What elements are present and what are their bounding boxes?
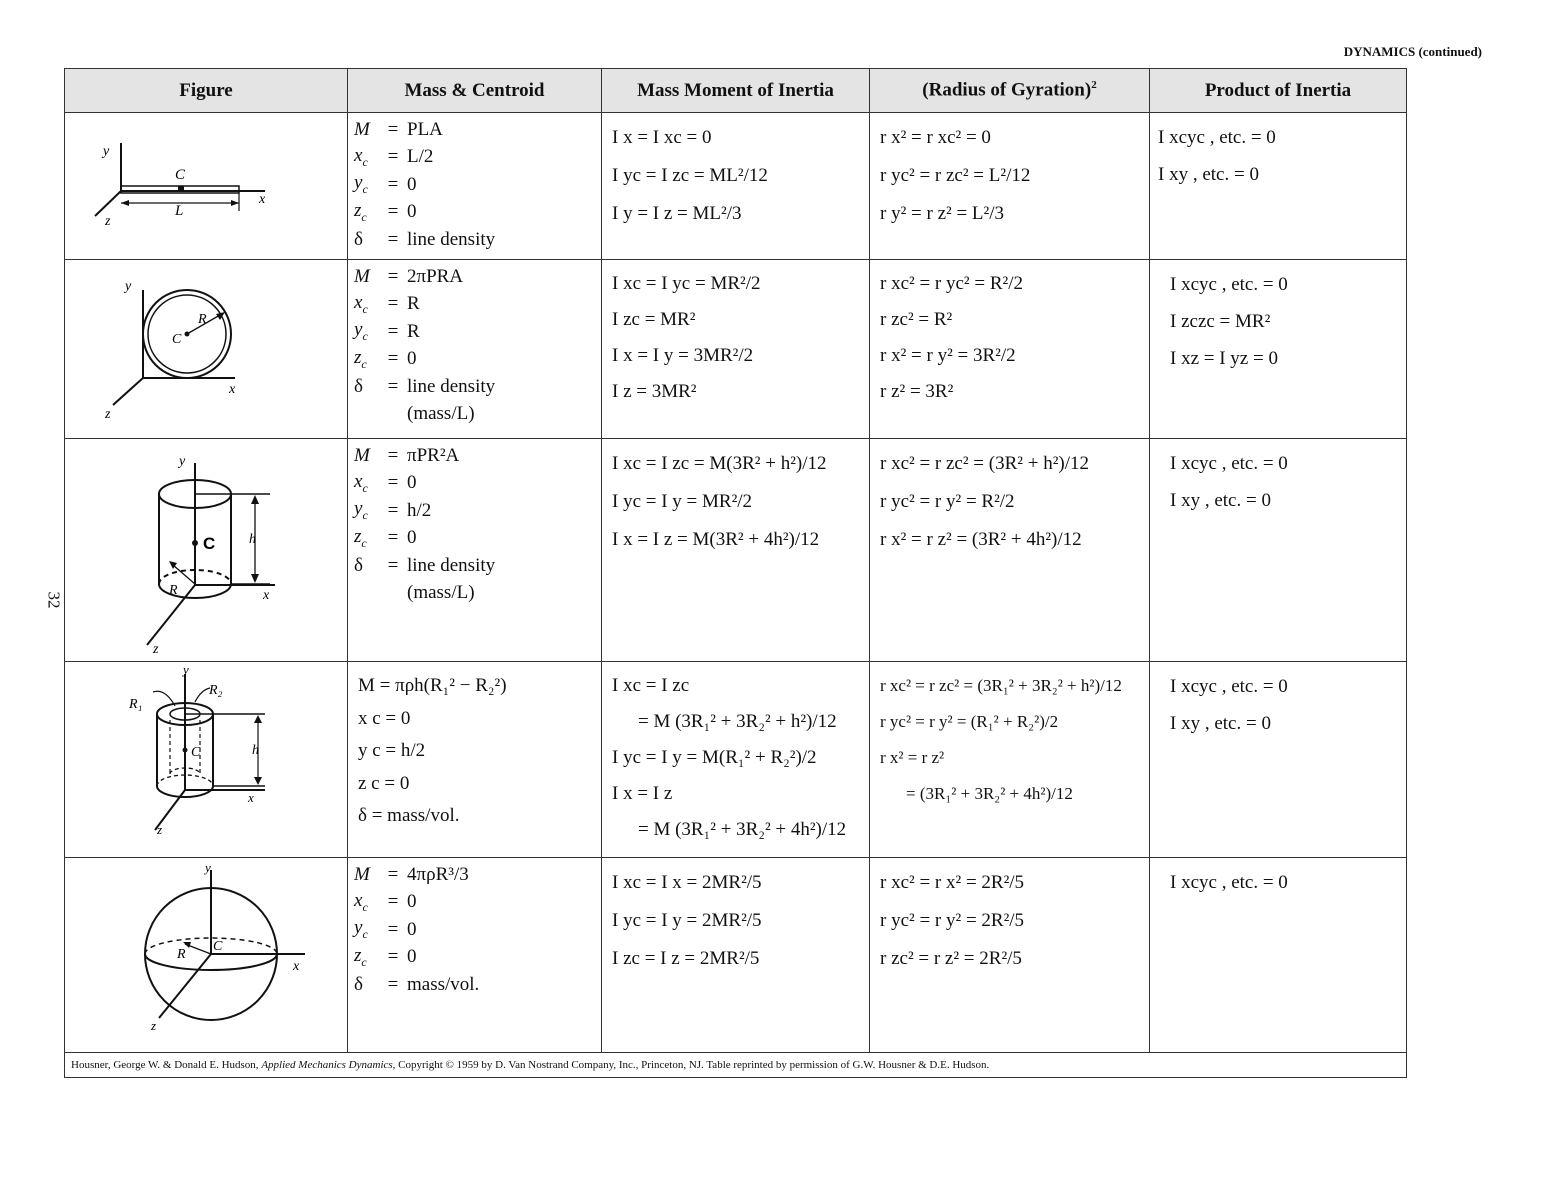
gyration-formula: r x² = r y² = 3R²/2 [880, 345, 1016, 366]
value: R [407, 293, 420, 315]
value: 0 [407, 201, 417, 223]
subscript: c [362, 508, 368, 523]
subscript: c [362, 154, 368, 169]
x-axis-label: x [229, 382, 236, 397]
value: 0 [407, 946, 417, 968]
moment-cell [602, 439, 870, 662]
value: 0 [407, 173, 417, 195]
y-axis-label: y [125, 279, 132, 294]
table-row-cylinder [65, 439, 1407, 662]
value: PLA [407, 118, 443, 140]
value: 4πρR³/3 [407, 863, 469, 885]
table-row-hollow-cylinder [65, 662, 1407, 858]
moment-cell [602, 260, 870, 439]
col-header-moment: Mass Moment of Inertia [602, 69, 870, 113]
mass-row: M = PLA [354, 118, 443, 140]
symbol: x [354, 470, 363, 492]
symbol: x [354, 144, 363, 166]
inertia-table [64, 68, 1407, 1078]
symbol: y [354, 498, 363, 520]
col-header-mass-centroid: Mass & Centroid [348, 69, 602, 113]
product-cell [1150, 858, 1407, 1053]
radius-label: R [198, 312, 207, 327]
y-axis-label: y [205, 860, 211, 875]
figure-hollow-cylinder [65, 662, 348, 858]
citation [65, 1053, 1407, 1078]
moment-formula: I yc = I y = MR²/2 [612, 491, 753, 512]
value: L/2 [407, 146, 434, 168]
rod-diagram [65, 113, 348, 259]
gyration-formula: r x² = r z² [880, 748, 945, 767]
yc-row: y c = h/2 [358, 740, 426, 762]
value: 0 [407, 918, 417, 940]
figure-sphere [65, 858, 348, 1053]
subscript: c [362, 329, 368, 344]
gyration-formula: r y² = r z² = L²/3 [880, 203, 1004, 224]
gyration-formula: r yc² = r y² = 2R²/5 [880, 910, 1025, 931]
x-axis-label: x [263, 588, 270, 603]
z-axis-label: z [153, 642, 159, 657]
value: 0 [407, 472, 417, 494]
zc-row: $z_c$ = 0 [354, 944, 417, 969]
gyration-header-text: (Radius of Gyration) [922, 79, 1092, 101]
value: line density [407, 554, 496, 576]
product-cell [1150, 439, 1407, 662]
section-heading: DYNAMICS (continued) [1343, 44, 1482, 59]
citation-publisher: , Copyright © 1959 by D. Van Nostrand Company, Inc., Princeton, NJ. Table reprinted by permission of G.W. Housner & D.E. Hudson. [392, 1059, 990, 1071]
symbol: δ [354, 228, 363, 250]
value: 0 [407, 527, 417, 549]
subscript: c [362, 301, 368, 316]
zc-row: $z_c$ = 0 [354, 199, 417, 224]
value: R [407, 320, 420, 342]
value: 0 [407, 348, 417, 370]
moment-formula: I xc = I x = 2MR²/5 [612, 872, 762, 893]
moment-formula: I x = I xc = 0 [612, 127, 712, 148]
gyration-formula: r x² = r xc² = 0 [880, 127, 991, 148]
mass-row: M = πρh(R₁² − R₂²) [358, 675, 507, 697]
gyration-exponent: 2 [1091, 79, 1097, 92]
footer-row [65, 1053, 1407, 1078]
table-row-sphere [65, 858, 1407, 1053]
gyration-formula: r xc² = r yc² = R²/2 [880, 273, 1023, 294]
z-axis-label: z [105, 214, 111, 229]
symbol: y [354, 917, 363, 939]
table-row-rod [65, 113, 1407, 260]
mass-centroid-cell [348, 260, 602, 439]
z-axis-label: z [151, 1018, 157, 1033]
value: πPR²A [407, 444, 460, 466]
value: line density [407, 228, 496, 250]
y-axis-label: y [103, 144, 110, 159]
moment-formula: I x = I y = 3MR²/2 [612, 345, 754, 366]
zc-row: z c = 0 [358, 772, 410, 794]
x-axis-label: x [293, 959, 300, 974]
gyration-formula: r z² = 3R² [880, 381, 954, 402]
symbol: y [354, 172, 363, 194]
table-row-ring [65, 260, 1407, 439]
yc-row: $y_c$ = R [354, 319, 420, 344]
y-axis-label: y [183, 662, 189, 677]
value: (mass/L) [407, 403, 475, 425]
gyration-cell [870, 662, 1150, 858]
col-header-product: Product of Inertia [1150, 69, 1407, 113]
moment-formula: I y = I z = ML²/3 [612, 203, 742, 224]
symbol: x [354, 889, 363, 911]
subscript: c [361, 356, 367, 371]
gyration-formula: = (3R₁² + 3R₂² + 4h²)/12 [906, 784, 1073, 803]
centroid-label: C [172, 332, 182, 347]
gyration-cell [870, 439, 1150, 662]
centroid-label: C [213, 939, 223, 954]
mass-row: M = 2πPRA [354, 265, 464, 287]
outer-radius-label: R₂ [209, 683, 223, 698]
subscript: c [362, 182, 368, 197]
gyration-cell [870, 858, 1150, 1053]
inner-radius-label: R₁ [129, 697, 143, 712]
gyration-formula: r xc² = r x² = 2R²/5 [880, 872, 1025, 893]
product-formula: I xy , etc. = 0 [1170, 489, 1271, 511]
symbol: x [354, 291, 363, 313]
symbol: δ [354, 554, 363, 576]
zc-row: $z_c$ = 0 [354, 525, 417, 550]
symbol: y [354, 319, 363, 341]
x-axis-label: x [248, 790, 254, 805]
z-axis-label: z [105, 407, 111, 422]
symbol: M [354, 444, 370, 466]
figure-ring [65, 260, 348, 439]
product-cell [1150, 113, 1407, 260]
value: 0 [407, 891, 417, 913]
x-axis-label: x [259, 192, 266, 207]
z-axis-label: z [157, 822, 163, 837]
centroid-label: C [191, 745, 201, 760]
gyration-cell [870, 260, 1150, 439]
ring-diagram [65, 260, 348, 438]
density-row: δ = mass/vol. [358, 805, 460, 827]
subscript: c [361, 954, 367, 969]
moment-formula: = M (3R₁² + 3R₂² + 4h²)/12 [638, 819, 847, 840]
length-label: L [175, 203, 184, 219]
centroid-label: C [175, 167, 186, 183]
subscript: c [362, 480, 368, 495]
gyration-formula: r yc² = r y² = R²/2 [880, 491, 1015, 512]
density-row: δ = mass/vol. [354, 973, 480, 995]
symbol: M [354, 863, 370, 885]
symbol: δ [354, 375, 363, 397]
moment-formula: I x = I z = M(3R² + 4h²)/12 [612, 529, 820, 550]
density-note-row [354, 401, 601, 429]
y-axis-label: y [179, 454, 186, 469]
density-note-row [354, 580, 601, 608]
product-formula: I xcyc , etc. = 0 [1170, 675, 1288, 697]
radius-label: R [169, 583, 178, 598]
yc-row: $y_c$ = 0 [354, 172, 417, 197]
gyration-formula: r zc² = R² [880, 309, 953, 330]
col-header-figure: Figure [65, 69, 348, 113]
product-cell [1150, 662, 1407, 858]
xc-row: $x_c$ = 0 [354, 470, 417, 495]
symbol: z [354, 199, 362, 221]
figure-rod [65, 113, 348, 260]
height-label: h [252, 743, 259, 758]
subscript: c [362, 899, 368, 914]
symbol: δ [354, 973, 363, 995]
value: line density [407, 375, 496, 397]
symbol: z [354, 525, 362, 547]
moment-formula: I xc = I yc = MR²/2 [612, 273, 761, 294]
yc-row: $y_c$ = h/2 [354, 498, 432, 523]
subscript: c [361, 535, 367, 550]
figure-cylinder [65, 439, 348, 662]
gyration-formula: r zc² = r z² = 2R²/5 [880, 948, 1022, 969]
centroid-label: C [203, 534, 216, 553]
moment-formula: I zc = I z = 2MR²/5 [612, 948, 760, 969]
radius-label: R [177, 947, 186, 962]
moment-formula: I yc = I zc = ML²/12 [612, 165, 768, 186]
moment-formula: = M (3R₁² + 3R₂² + h²)/12 [638, 711, 837, 732]
mass-centroid-cell [348, 439, 602, 662]
product-formula: I xcyc , etc. = 0 [1170, 871, 1288, 893]
gyration-formula: r x² = r z² = (3R² + 4h²)/12 [880, 529, 1082, 550]
mass-row: M = πPR²A [354, 444, 460, 466]
product-formula: I xy , etc. = 0 [1170, 712, 1271, 734]
moment-cell [602, 662, 870, 858]
gyration-formula: r yc² = r y² = (R₁² + R₂²)/2 [880, 712, 1059, 731]
product-formula: I xcyc , etc. = 0 [1170, 452, 1288, 474]
product-formula: I xcyc , etc. = 0 [1158, 126, 1276, 148]
subscript: c [361, 209, 367, 224]
gyration-cell [870, 113, 1150, 260]
value: 2πPRA [407, 265, 464, 287]
moment-formula: I xc = I zc [612, 675, 690, 696]
symbol: M [354, 118, 370, 140]
moment-formula: I zc = MR² [612, 309, 696, 330]
moment-formula: I yc = I y = M(R₁² + R₂²)/2 [612, 747, 817, 768]
citation-authors: Housner, George W. & Donald E. Hudson, [71, 1059, 262, 1071]
mass-centroid-cell [348, 858, 602, 1053]
hollow-cylinder-diagram [65, 662, 348, 857]
product-formula: I xcyc , etc. = 0 [1170, 273, 1288, 295]
moment-formula: I x = I z [612, 783, 673, 804]
col-header-gyration [870, 69, 1150, 113]
density-row: δ = line density [354, 554, 496, 576]
value: mass/vol. [407, 973, 480, 995]
moment-cell [602, 858, 870, 1053]
product-formula: I xz = I yz = 0 [1170, 347, 1278, 369]
symbol: M [354, 265, 370, 287]
gyration-formula: r yc² = r zc² = L²/12 [880, 165, 1031, 186]
value: (mass/L) [407, 582, 475, 604]
moment-formula: I z = 3MR² [612, 381, 697, 402]
zc-row: $z_c$ = 0 [354, 346, 417, 371]
xc-row: $x_c$ = 0 [354, 889, 417, 914]
density-row: δ = line density [354, 228, 496, 250]
mass-centroid-cell [348, 662, 602, 858]
header-row [65, 69, 1407, 113]
product-cell [1150, 260, 1407, 439]
xc-row: $x_c$ = R [354, 291, 420, 316]
moment-cell [602, 113, 870, 260]
product-formula: I zczc = MR² [1170, 310, 1271, 332]
gyration-formula: r xc² = r zc² = (3R₁² + 3R₂² + h²)/12 [880, 676, 1122, 695]
cylinder-diagram [65, 439, 348, 661]
xc-row: $x_c$ = L/2 [354, 144, 434, 169]
moment-formula: I xc = I zc = M(3R² + h²)/12 [612, 453, 827, 474]
product-formula: I xy , etc. = 0 [1158, 163, 1259, 185]
symbol: z [354, 346, 362, 368]
sphere-diagram [65, 858, 348, 1052]
page-number: 32 [44, 591, 64, 609]
subscript: c [362, 927, 368, 942]
mass-centroid-cell [348, 113, 602, 260]
xc-row: x c = 0 [358, 707, 411, 729]
citation-book-title: Applied Mechanics Dynamics [261, 1059, 393, 1071]
yc-row: $y_c$ = 0 [354, 917, 417, 942]
density-row: δ = line density [354, 375, 496, 397]
mass-row: M = 4πρR³/3 [354, 863, 469, 885]
moment-formula: I yc = I y = 2MR²/5 [612, 910, 762, 931]
gyration-formula: r xc² = r zc² = (3R² + h²)/12 [880, 453, 1089, 474]
symbol: z [354, 944, 362, 966]
height-label: h [249, 532, 256, 547]
value: h/2 [407, 499, 432, 521]
